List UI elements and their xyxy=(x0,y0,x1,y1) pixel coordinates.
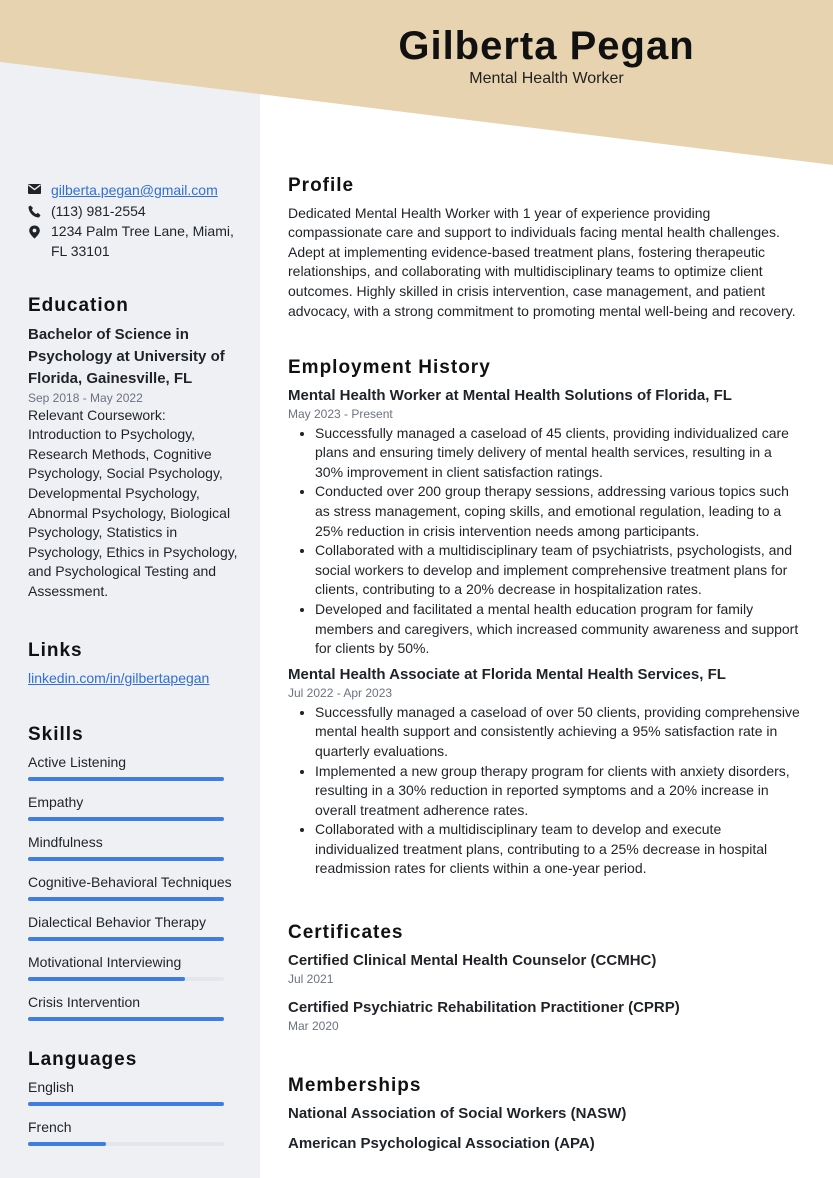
memberships-heading: Memberships xyxy=(288,1075,422,1096)
job-title: Mental Health Associate at Florida Mental Health Services, FL xyxy=(288,665,726,683)
skill-item xyxy=(28,913,238,941)
certificate-title: Certified Clinical Mental Health Counselor (CCMHC) xyxy=(288,951,657,969)
contact-phone-row xyxy=(28,202,238,222)
skill-name: Empathy xyxy=(28,793,84,810)
skill-bar xyxy=(28,817,224,821)
skill-name: Crisis Intervention xyxy=(28,993,141,1010)
skill-bar-fill xyxy=(28,857,224,861)
phone-icon xyxy=(28,205,41,218)
skill-item xyxy=(28,793,238,821)
contact-block xyxy=(28,181,238,262)
job-bullet: • Conducted over 200 group therapy sessions, addressing various topics such as stress management, coping skills, and emotional regulation, leading to a 25% reduction in crisis intervention needs among participants. xyxy=(315,482,803,541)
certificate-date: Mar 2020 xyxy=(288,1018,339,1033)
memberships-section xyxy=(288,1076,803,1164)
education-heading: Education xyxy=(28,295,129,316)
job-entry xyxy=(288,665,803,879)
contact-address-row xyxy=(28,222,238,261)
skill-name: Motivational Interviewing xyxy=(28,953,182,970)
skill-item xyxy=(28,953,238,981)
certificates-heading: Certificates xyxy=(288,922,404,943)
job-title: Mental Health Worker at Mental Health Solutions of Florida, FL xyxy=(288,386,732,404)
job-bullets xyxy=(288,703,803,879)
profile-text: Dedicated Mental Health Worker with 1 year of experience providing compassionate care and support to individuals facing mental health challenges. Adept at implementing evidence-based treatment plans, fostering therapeutic relationships, and collaborating with multidisciplinary teams to optimize client outcomes. Highly skilled in crisis intervention, case management, and patient advocacy, with a strong commitment to promoting mental well-being and recovery. xyxy=(288,204,796,319)
skill-bar xyxy=(28,1017,224,1021)
profile-heading: Profile xyxy=(288,175,355,196)
languages-heading: Languages xyxy=(28,1049,138,1070)
skill-bar-fill xyxy=(28,1017,224,1021)
job-bullet: • Successfully managed a caseload of 45 clients, providing individualized care plans and ensuring timely delivery of mental health services, resulting in a 30% improvement in client satisfaction ratings. xyxy=(315,424,803,483)
education-degree: Bachelor of Science in Psychology at University of Florida, Gainesville, FL xyxy=(28,325,225,387)
skills-section xyxy=(28,725,238,1033)
profile-section xyxy=(288,176,803,321)
employment-heading: Employment History xyxy=(288,357,491,378)
language-item xyxy=(28,1078,238,1106)
language-name: English xyxy=(28,1078,74,1095)
skill-bar-fill xyxy=(28,977,185,981)
certificates-section xyxy=(288,923,803,1034)
skill-bar xyxy=(28,777,224,781)
language-bar-fill xyxy=(28,1102,224,1106)
links-heading: Links xyxy=(28,640,83,661)
skill-name: Dialectical Behavior Therapy xyxy=(28,913,206,930)
email-link[interactable]: gilberta.pegan@gmail.com xyxy=(51,182,218,198)
skill-item xyxy=(28,873,238,901)
phone-number: (113) 981-2554 xyxy=(51,202,146,219)
job-bullet: • Implemented a new group therapy program for clients with anxiety disorders, resulting in a 30% reduction in reported symptoms and a 20% increase in overall treatment adherence rates. xyxy=(315,762,803,821)
candidate-name: Gilberta Pegan xyxy=(398,24,695,68)
job-bullet: • Successfully managed a caseload of over 50 clients, providing comprehensive mental health support and consistently achieving a 95% satisfaction rate in quarterly evaluations. xyxy=(315,703,803,762)
languages-section xyxy=(28,1050,238,1158)
language-bar-fill xyxy=(28,1142,106,1146)
skill-item xyxy=(28,833,238,861)
skill-name: Active Listening xyxy=(28,753,127,770)
job-bullet: • Collaborated with a multidisciplinary team to develop and execute individualized treatment plans, contributing to a 25% decrease in hospital readmission rates for clients within a one-year period. xyxy=(315,820,803,879)
job-bullet: • Collaborated with a multidisciplinary team of psychiatrists, psychologists, and social workers to develop and implement comprehensive treatment plans for clients, contributing to a 20% decrease in hospitalization rates. xyxy=(315,541,803,600)
skill-name: Cognitive-Behavioral Techniques xyxy=(28,873,232,890)
job-dates: May 2023 - Present xyxy=(288,406,393,421)
skill-bar-fill xyxy=(28,777,224,781)
skill-bar xyxy=(28,937,224,941)
skill-bar-fill xyxy=(28,817,224,821)
candidate-role: Mental Health Worker xyxy=(469,70,624,87)
skill-bar xyxy=(28,857,224,861)
skill-bar-fill xyxy=(28,897,224,901)
employment-section xyxy=(288,358,803,879)
location-pin-icon xyxy=(28,225,41,239)
address: 1234 Palm Tree Lane, Miami, FL 33101 xyxy=(51,223,234,259)
job-entry xyxy=(288,386,803,659)
membership-item: American Psychological Association (APA) xyxy=(288,1134,595,1152)
skill-item xyxy=(28,993,238,1021)
skill-bar-fill xyxy=(28,937,224,941)
membership-item: National Association of Social Workers (NASW) xyxy=(288,1104,627,1122)
language-bar xyxy=(28,1142,224,1146)
education-section xyxy=(28,296,238,602)
contact-email-row xyxy=(28,181,238,201)
language-item xyxy=(28,1118,238,1146)
certificate-title: Certified Psychiatric Rehabilitation Practitioner (CPRP) xyxy=(288,998,680,1016)
education-dates: Sep 2018 - May 2022 xyxy=(28,390,143,405)
mail-icon xyxy=(28,184,41,195)
skills-heading: Skills xyxy=(28,724,84,745)
skill-bar xyxy=(28,897,224,901)
linkedin-link[interactable]: linkedin.com/in/gilbertapegan xyxy=(28,669,210,686)
language-bar xyxy=(28,1102,224,1106)
skill-item xyxy=(28,753,238,781)
job-bullet: • Developed and facilitated a mental health education program for family members and caregivers, which increased community awareness and support for clients by 50%. xyxy=(315,600,803,659)
job-dates: Jul 2022 - Apr 2023 xyxy=(288,685,393,700)
skill-bar xyxy=(28,977,224,981)
links-section xyxy=(28,641,238,688)
language-name: French xyxy=(28,1118,72,1135)
skill-name: Mindfulness xyxy=(28,833,103,850)
education-coursework: Relevant Coursework: Introduction to Psychology, Research Methods, Cognitive Psychology, Social Psychology, Developmental Psychology, Abnormal Psychology, Biological Psychology, Statistics in Psychology, Ethics in Psychology, and Psychological Testing and Assessment. xyxy=(28,406,238,599)
certificate-date: Jul 2021 xyxy=(288,971,334,986)
job-bullets xyxy=(288,424,803,659)
